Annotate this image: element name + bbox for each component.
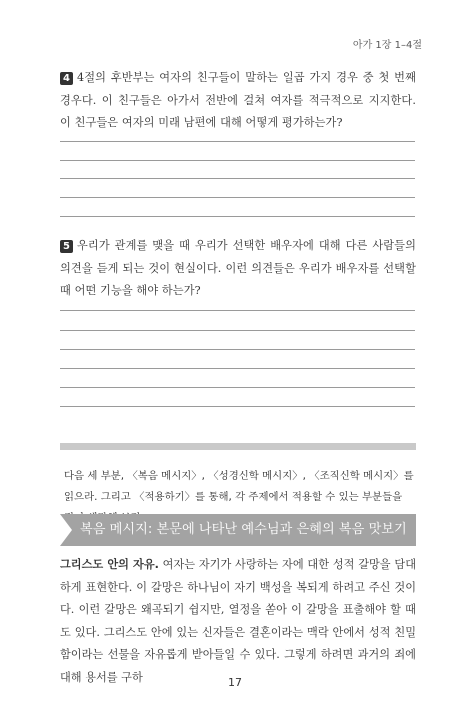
question-number-badge: 4	[60, 72, 73, 85]
section-header	[60, 514, 416, 546]
page-number: 17	[228, 676, 242, 689]
section-title: 복음 메시지: 본문에 나타난 예수님과 은혜의 복음 맛보기	[80, 522, 407, 537]
answer-line[interactable]	[60, 368, 415, 369]
answer-line[interactable]	[60, 349, 415, 350]
question-4	[60, 67, 416, 135]
answer-line[interactable]	[60, 310, 415, 311]
answer-line[interactable]	[60, 141, 415, 142]
body-paragraph	[60, 554, 416, 689]
answer-line[interactable]	[60, 197, 415, 198]
section-divider	[60, 443, 416, 450]
section-notch-shape	[60, 514, 72, 546]
answer-line[interactable]	[60, 216, 415, 217]
running-head: 아가 1장 1–4절	[352, 40, 422, 51]
answer-line[interactable]	[60, 160, 415, 161]
paragraph-text: 여자는 자기가 사랑하는 자에 대한 성적 갈망을 담대하게 표현한다. 이 갈망은 하나님이 자기 백성을 복되게 하려고 주신 것이다. 이런 갈망은 왜곡되기 쉽지만, 열정을 쏟아 이 갈망을 표출해야 할 때도 있다. 그리스도 안에 있는 신자들은 결혼이라는 맥락 안에서 성적 친밀함이라는 선물을 자유롭게 받아들일 수 있다. 그렇게 하려면 과거의 죄에 대해 용서를 구하	[60, 558, 416, 684]
question-4-text: 4절의 후반부는 여자의 친구들이 말하는 일곱 가지 경우 중 첫 번째 경우다. 이 친구들은 아가서 전반에 걸쳐 여자를 적극적으로 지지한다. 이 친구들은 여자의 미래 남편에 대해 어떻게 평가하는가?	[60, 71, 416, 129]
question-5	[60, 235, 416, 303]
answer-line[interactable]	[60, 178, 415, 179]
answer-line[interactable]	[60, 406, 415, 407]
answer-line[interactable]	[60, 330, 415, 331]
paragraph-lead: 그리스도 안의 자유.	[60, 558, 159, 571]
answer-line[interactable]	[60, 387, 415, 388]
question-5-text: 우리가 관계를 맺을 때 우리가 선택한 배우자에 대해 다른 사람들의 의견을 듣게 되는 것이 현실이다. 이런 의견들은 우리가 배우자를 선택할 때 어떤 기능을 해야 하는가?	[60, 239, 416, 297]
question-number-badge: 5	[60, 240, 73, 253]
reading-instructions: 다음 세 부분, 〈복음 메시지〉, 〈성경신학 메시지〉, 〈조직신학 메시지〉를 읽으라. 그리고 〈적용하기〉를 통해, 각 주제에서 적용할 수 있는 부분들을	[64, 470, 414, 503]
